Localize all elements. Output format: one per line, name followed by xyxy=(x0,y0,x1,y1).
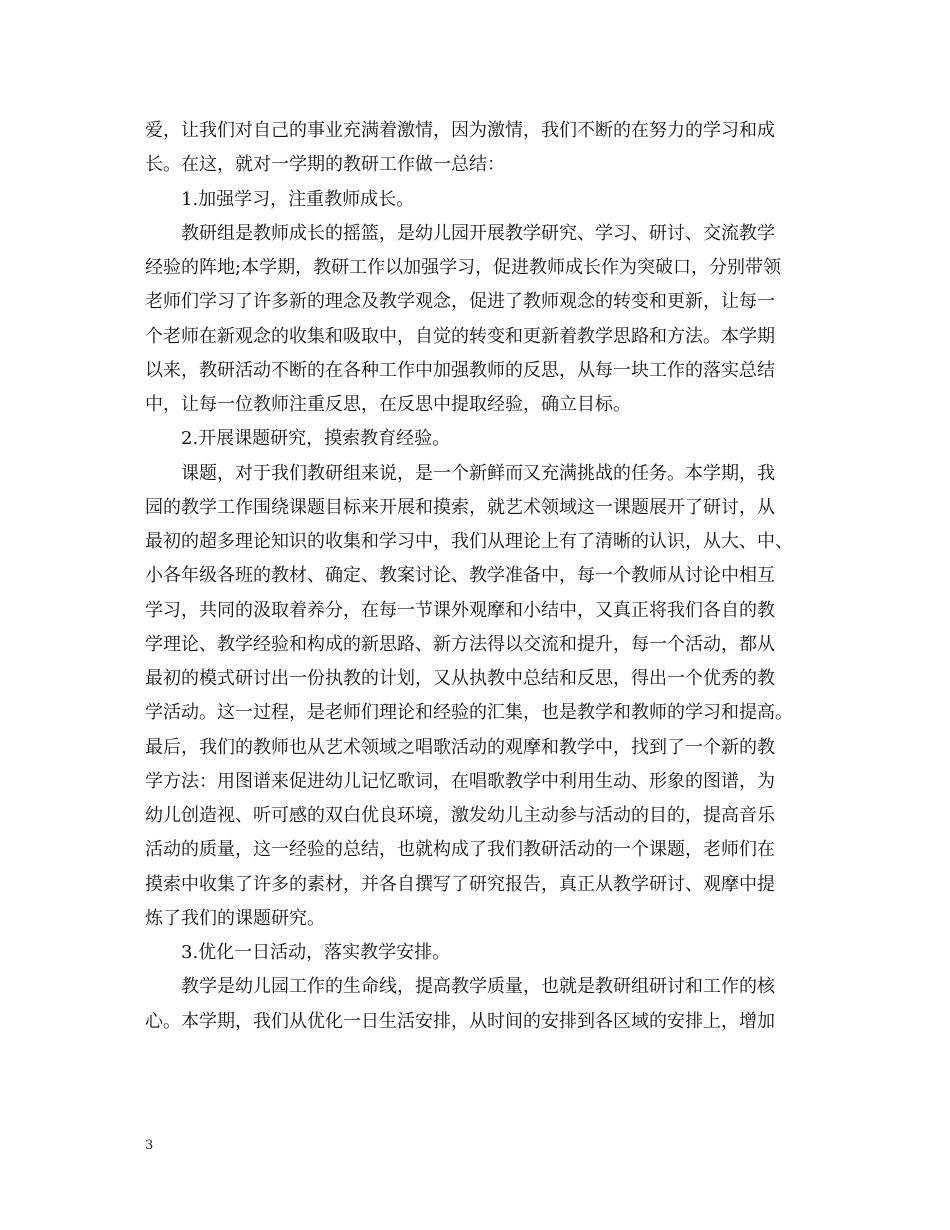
text-line: 学理论、教学经验和构成的新思路、新方法得以交流和提升，每一个活动，都从 xyxy=(145,633,775,655)
text-line: 爱，让我们对自己的事业充满着激情，因为激情，我们不断的在努力的学习和成 xyxy=(145,120,775,141)
text-line: 长。在这，就对一学期的教研工作做一总结： xyxy=(145,154,505,176)
text-line: 课题，对于我们教研组来说，是一个新鲜而又充满挑战的任务。本学期，我 xyxy=(181,462,775,484)
text-line: 幼儿创造视、听可感的双白优良环境，激发幼儿主动参与活动的目的，提高音乐 xyxy=(145,805,775,826)
text-line: 教学是幼儿园工作的生命线，提高教学质量，也就是教研组研讨和工作的核 xyxy=(181,976,775,998)
text-line: 中，让每一位教师注重反思，在反思中提取经验，确立目标。 xyxy=(145,394,631,415)
text-line: 最初的模式研讨出一份执教的计划，又从执教中总结和反思，得出一个优秀的教 xyxy=(145,668,775,689)
text-line: 摸索中收集了许多的素材，并各自撰写了研究报告，真正从教学研讨、观摩中提 xyxy=(145,873,775,895)
text-line: 学活动。这一过程，是老师们理论和经验的汇集，也是教学和教师的学习和提高。 xyxy=(145,702,793,724)
section-heading: 1.加强学习，注重教师成长。 xyxy=(181,188,415,210)
text-line: 炼了我们的课题研究。 xyxy=(145,907,325,929)
text-line: 最初的超多理论知识的收集和学习中，我们从理论上有了清晰的认识，从大、中、 xyxy=(145,531,793,552)
text-line: 个老师在新观念的收集和吸取中，自觉的转变和更新着教学思路和方法。本学期 xyxy=(145,325,775,347)
section-heading: 2.开展课题研究，摸索教育经验。 xyxy=(181,428,451,450)
text-line: 学方法：用图谱来促进幼儿记忆歌词，在唱歌教学中利用生动、形象的图谱，为 xyxy=(145,770,775,792)
text-line: 园的教学工作围绕课题目标来开展和摸索，就艺术领域这一课题展开了研讨，从 xyxy=(145,496,775,518)
page-number: 3 xyxy=(145,1138,154,1153)
document-body xyxy=(145,114,815,1039)
text-line: 以来，教研活动不断的在各种工作中加强教师的反思，从每一块工作的落实总结 xyxy=(145,359,775,381)
text-line: 经验的阵地;本学期，教研工作以加强学习，促进教师成长作为突破口，分别带领 xyxy=(145,257,782,278)
text-line: 小各年级各班的教材、确定、教案讨论、教学准备中，每一个教师从讨论中相互 xyxy=(145,565,775,587)
text-line: 教研组是教师成长的摇篮，是幼儿园开展教学研究、学习、研讨、交流教学 xyxy=(181,222,775,244)
text-line: 最后，我们的教师也从艺术领域之唱歌活动的观摩和教学中，找到了一个新的教 xyxy=(145,736,775,758)
text-line: 学习，共同的汲取着养分，在每一节课外观摩和小结中，又真正将我们各自的教 xyxy=(145,599,775,621)
text-line: 心。本学期，我们从优化一日生活安排，从时间的安排到各区域的安排上，增加 xyxy=(145,1010,775,1032)
text-line: 老师们学习了许多新的理念及教学观念，促进了教师观念的转变和更新，让每一 xyxy=(145,291,775,313)
section-heading: 3.优化一日活动，落实教学安排。 xyxy=(181,942,451,963)
text-line: 活动的质量，这一经验的总结，也就构成了我们教研活动的一个课题，老师们在 xyxy=(145,839,775,861)
